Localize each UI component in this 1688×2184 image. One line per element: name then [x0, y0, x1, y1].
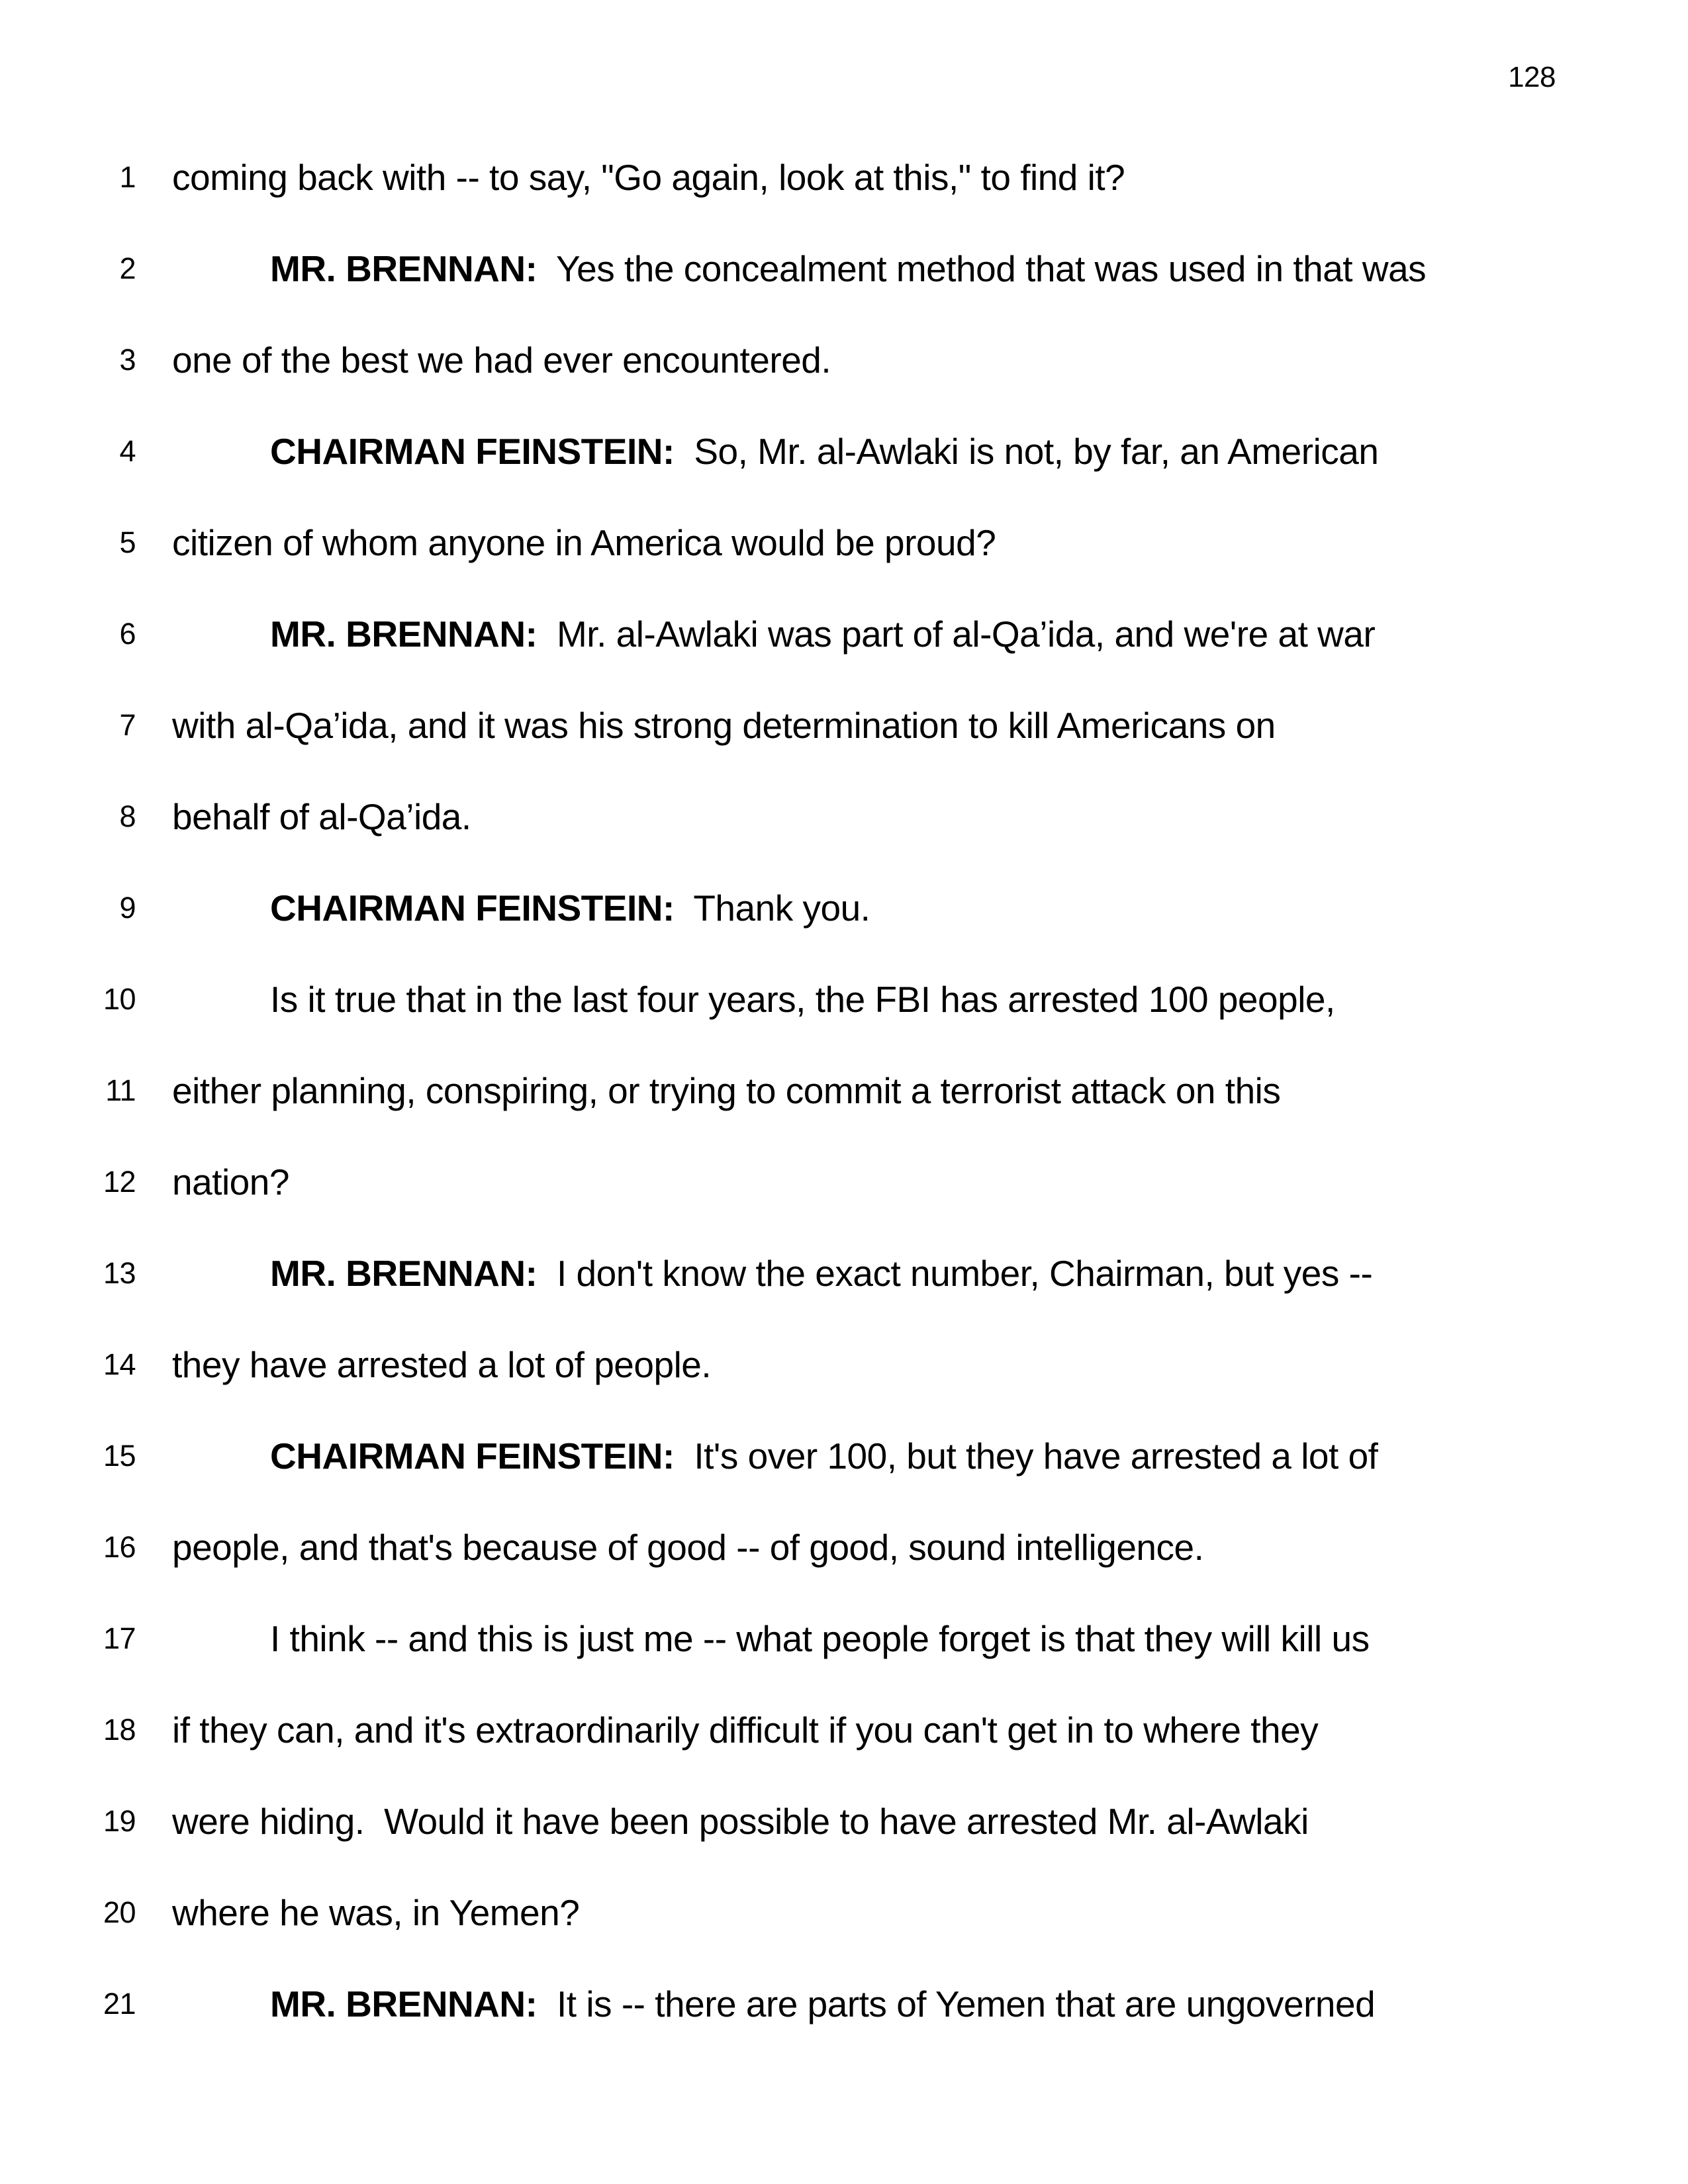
speaker-name: MR. BRENNAN:	[270, 1983, 538, 2025]
line-number: 9	[119, 891, 136, 925]
line-body: people, and that's because of good -- of good, sound intelligence.	[172, 1527, 1204, 1568]
line-number: 12	[103, 1165, 136, 1199]
line-body: citizen of whom anyone in America would be proud?	[172, 522, 996, 563]
line-number: 5	[119, 525, 136, 559]
transcript-line	[0, 132, 1688, 223]
speaker-name: CHAIRMAN FEINSTEIN:	[270, 431, 675, 472]
speaker-name: CHAIRMAN FEINSTEIN:	[270, 887, 675, 929]
line-number: 8	[119, 799, 136, 833]
line-body: So, Mr. al-Awlaki is not, by far, an American	[674, 431, 1379, 472]
line-number: 10	[103, 982, 136, 1016]
line-number: 14	[103, 1347, 136, 1381]
transcript-line	[0, 1410, 1688, 1502]
transcript-line	[0, 314, 1688, 406]
line-body: Yes the concealment method that was used in that was	[537, 248, 1427, 289]
line-number: 7	[119, 708, 136, 742]
line-text	[136, 339, 1688, 381]
line-number: 13	[103, 1256, 136, 1290]
speaker-name: MR. BRENNAN:	[270, 614, 538, 655]
line-text	[136, 1800, 1688, 1843]
speaker-name: MR. BRENNAN:	[270, 1253, 538, 1294]
line-body: I think -- and this is just me -- what people forget is that they will kill us	[270, 1618, 1370, 1659]
transcript-line	[0, 1867, 1688, 1958]
line-text	[136, 704, 1688, 747]
page-number: 128	[1508, 61, 1556, 93]
line-text	[136, 248, 1688, 290]
line-text	[136, 430, 1688, 473]
transcript-line	[0, 1502, 1688, 1593]
line-text	[136, 1435, 1688, 1477]
line-number: 16	[103, 1530, 136, 1564]
transcript-line	[0, 954, 1688, 1045]
line-body: It's over 100, but they have arrested a lot of	[674, 1435, 1378, 1477]
line-body: Is it true that in the last four years, the FBI has arrested 100 people,	[270, 979, 1335, 1020]
line-body: coming back with -- to say, "Go again, look at this," to find it?	[172, 157, 1125, 198]
line-text	[136, 1161, 1688, 1203]
line-body: I don't know the exact number, Chairman, but yes --	[537, 1253, 1373, 1294]
line-body: with al-Qa’ida, and it was his strong determination to kill Americans on	[172, 705, 1276, 746]
line-body: where he was, in Yemen?	[172, 1892, 580, 1933]
transcript-line	[0, 497, 1688, 588]
line-number: 21	[103, 1987, 136, 2021]
line-text	[136, 796, 1688, 838]
transcript-line	[0, 1045, 1688, 1136]
transcript-line	[0, 223, 1688, 314]
line-number: 6	[119, 617, 136, 651]
line-body: Mr. al-Awlaki was part of al-Qa’ida, and we're at war	[537, 614, 1376, 655]
speaker-name: MR. BRENNAN:	[270, 248, 538, 289]
transcript-line	[0, 588, 1688, 680]
transcript-line	[0, 1319, 1688, 1410]
line-number: 4	[119, 434, 136, 468]
line-body: either planning, conspiring, or trying to commit a terrorist attack on this	[172, 1070, 1281, 1111]
line-number: 19	[103, 1804, 136, 1838]
transcript-line	[0, 1593, 1688, 1684]
transcript-line	[0, 1776, 1688, 1867]
transcript-line	[0, 1228, 1688, 1319]
line-number: 11	[105, 1073, 136, 1107]
line-text	[136, 978, 1688, 1021]
line-number: 2	[119, 251, 136, 285]
line-number: 15	[103, 1439, 136, 1473]
line-number: 17	[103, 1621, 136, 1655]
line-number: 3	[119, 343, 136, 377]
line-number: 1	[119, 160, 136, 194]
transcript-line	[0, 680, 1688, 771]
speaker-name: CHAIRMAN FEINSTEIN:	[270, 1435, 675, 1477]
transcript-line	[0, 406, 1688, 497]
line-text	[136, 156, 1688, 199]
line-body: behalf of al-Qa’ida.	[172, 796, 471, 837]
line-number: 18	[103, 1713, 136, 1747]
transcript-line	[0, 771, 1688, 862]
line-text	[136, 1343, 1688, 1386]
line-text	[136, 1983, 1688, 2025]
line-body: It is -- there are parts of Yemen that are ungoverned	[537, 1983, 1376, 2025]
line-body: if they can, and it's extraordinarily difficult if you can't get in to where they	[172, 1709, 1319, 1751]
line-text	[136, 1526, 1688, 1569]
transcript-line	[0, 1684, 1688, 1776]
line-body: one of the best we had ever encountered.	[172, 340, 831, 381]
transcript-lines	[0, 132, 1688, 2050]
line-text	[136, 1252, 1688, 1295]
line-text	[136, 1617, 1688, 1660]
line-text	[136, 1069, 1688, 1112]
line-number: 20	[103, 1895, 136, 1929]
line-body: Thank you.	[674, 887, 870, 929]
line-body: nation?	[172, 1161, 289, 1203]
line-text	[136, 1709, 1688, 1751]
transcript-line	[0, 862, 1688, 954]
line-body: they have arrested a lot of people.	[172, 1344, 712, 1385]
transcript-line	[0, 1136, 1688, 1228]
line-text	[136, 522, 1688, 564]
line-body: were hiding. Would it have been possible to have arrested Mr. al-Awlaki	[172, 1801, 1309, 1842]
line-text	[136, 1891, 1688, 1934]
line-text	[136, 887, 1688, 929]
transcript-line	[0, 1958, 1688, 2050]
line-text	[136, 613, 1688, 655]
